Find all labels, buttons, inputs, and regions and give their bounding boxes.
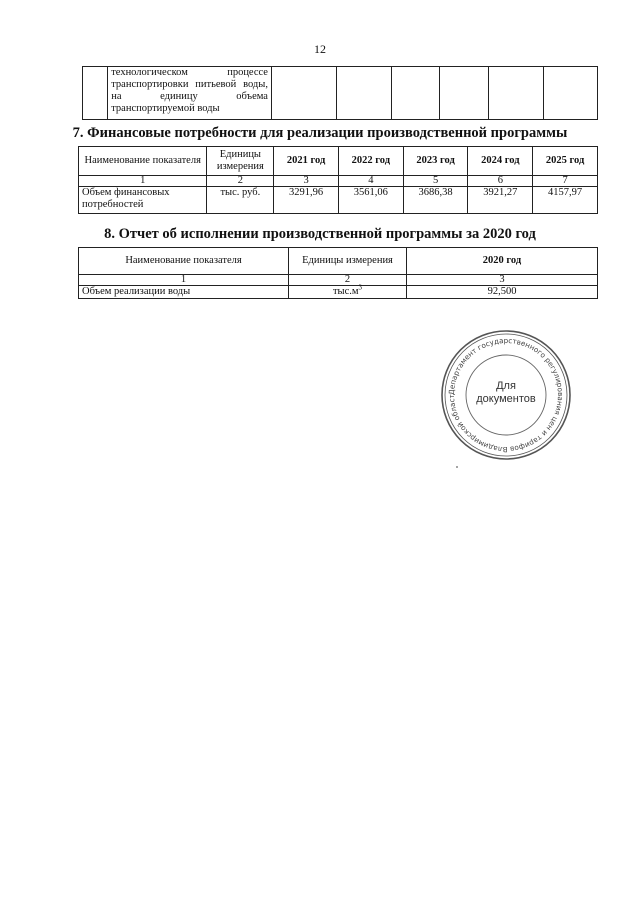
units-text: тыс.м: [332, 286, 359, 297]
stamp-line: документов: [476, 393, 536, 405]
header-name: Наименование показателя: [79, 248, 289, 275]
table-header-row: [79, 147, 598, 176]
header-year: 2020 год: [407, 248, 598, 275]
row-name: Объем финансовых потребностей: [79, 187, 207, 214]
table-cell: [337, 67, 391, 120]
column-number: 4: [338, 176, 403, 187]
row-value: 3686,38: [403, 187, 468, 214]
row-units: тыс. руб.: [207, 187, 274, 214]
table-row: [83, 67, 598, 120]
column-number: 3: [407, 275, 598, 286]
section-8-title: 8. Отчет об исполнении производственной программы за 2020 год: [104, 226, 536, 242]
text-line: транспортируемой воды: [111, 103, 220, 114]
table-cell: [440, 67, 489, 120]
stamp-center-text: [439, 380, 573, 406]
section-7-title: 7. Финансовые потребности для реализации производственной программы: [72, 125, 568, 141]
table-cell: [489, 67, 543, 120]
official-stamp: [439, 328, 573, 462]
column-number: 2: [289, 275, 407, 286]
text-line: технологическом процессе: [111, 67, 268, 78]
units-superscript: 3: [358, 283, 363, 292]
column-number: 1: [79, 176, 207, 187]
header-units: Единицы измерения: [207, 147, 274, 176]
header-year: 2023 год: [403, 147, 468, 176]
text-line: транспортировки питьевой воды,: [111, 79, 268, 90]
column-number: 5: [403, 176, 468, 187]
row-value: 3561,06: [338, 187, 403, 214]
row-value: 4157,97: [533, 187, 598, 214]
row-name: Объем реализации воды: [79, 286, 289, 299]
header-units: Единицы измерения: [289, 248, 407, 275]
row-units: [289, 283, 407, 299]
table-row: [79, 187, 598, 214]
column-number: 2: [207, 176, 274, 187]
row-value: 3921,27: [468, 187, 533, 214]
table-row: [79, 286, 598, 299]
financial-needs-table: [78, 146, 598, 214]
column-number-row: [79, 176, 598, 187]
table-cell: [271, 67, 336, 120]
table-cell: [391, 67, 440, 120]
column-number: 1: [79, 275, 289, 286]
table-cell: [543, 67, 597, 120]
header-year: 2024 год: [468, 147, 533, 176]
row-value: 3291,96: [274, 187, 339, 214]
stamp-line: Для: [496, 380, 516, 392]
program-report-table: [78, 247, 598, 299]
column-number: 3: [274, 176, 339, 187]
header-name: Наименование показателя: [79, 147, 207, 176]
column-number-row: [79, 275, 598, 286]
header-year: 2021 год: [274, 147, 339, 176]
column-number: 7: [533, 176, 598, 187]
continuation-table: [82, 66, 598, 120]
column-number: 6: [468, 176, 533, 187]
scan-speck: [456, 466, 458, 468]
header-year: 2025 год: [533, 147, 598, 176]
table-cell: [83, 67, 108, 120]
page-number: 12: [314, 42, 326, 56]
stamp-ring-label: Департамент государственного регулирования цен и тарифов Владимирской област: [446, 335, 566, 455]
text-line: на единицу объема: [111, 91, 268, 102]
row-value: 92,500: [407, 286, 598, 299]
header-year: 2022 год: [338, 147, 403, 176]
table-header-row: [79, 248, 598, 275]
continuation-text: [108, 67, 272, 120]
